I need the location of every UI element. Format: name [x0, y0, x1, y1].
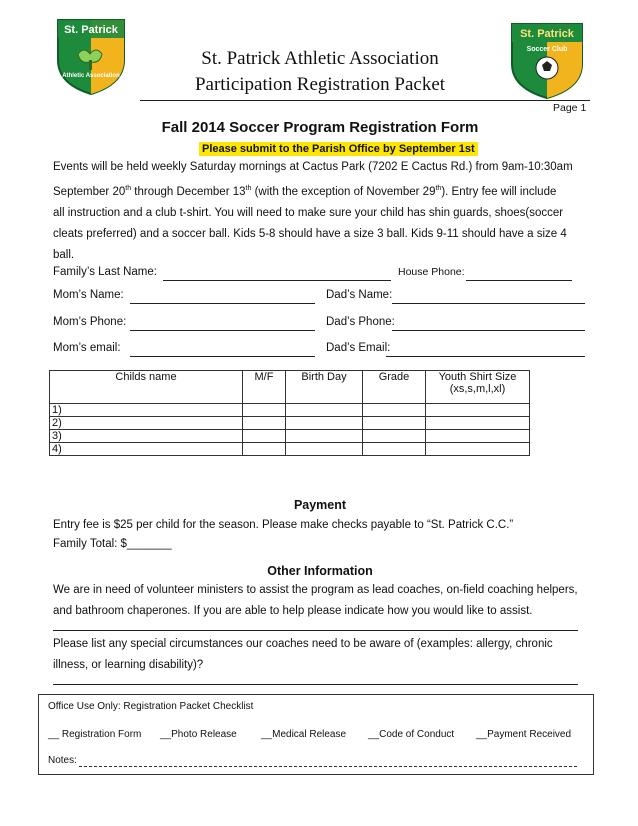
payment-heading: Payment [293, 498, 347, 512]
athletic-association-logo [52, 16, 130, 94]
logo-right-bottom-text: Soccer Club [526, 46, 568, 53]
table-row[interactable]: 2) [50, 417, 530, 430]
notes-label: Notes: [48, 755, 77, 766]
volunteer-answer-line[interactable] [53, 630, 578, 631]
moms-phone-input[interactable] [130, 316, 315, 331]
intro-paragraph [53, 157, 593, 266]
col-grade: Grade [363, 371, 426, 404]
form-title: Fall 2014 Soccer Program Registration Form [161, 119, 479, 136]
header-rule [140, 100, 590, 101]
payment-text: Entry fee is $25 per child for the season. Please make checks payable to “St. Patrick C.C.” [53, 519, 514, 531]
house-phone-label: House Phone: [398, 266, 465, 278]
checklist-medical-release[interactable]: __Medical Release [261, 729, 347, 740]
children-table [49, 370, 530, 456]
checklist-photo-release[interactable]: __Photo Release [160, 729, 237, 740]
office-use-box [38, 694, 594, 775]
page-label: Page 1 [553, 102, 587, 114]
logo-left-top-text: St. Patrick [64, 24, 118, 36]
family-total[interactable]: Family Total: $_______ [53, 538, 172, 550]
payment-section [53, 516, 593, 554]
table-row[interactable]: 4) [50, 443, 530, 456]
notes-input[interactable] [79, 755, 577, 767]
col-shirt-size: Youth Shirt Size (xs,s,m,l,xl) [426, 371, 530, 404]
volunteer-line-1: We are in need of volunteer ministers to assist the program as lead coaches, on-field coaching helpers, [53, 584, 578, 596]
circumstances-line-1: Please list any special circumstances our coaches need to be aware of (examples: allergy, chronic [53, 638, 553, 650]
intro-line-3: all instruction and a club t-shirt. You will need to make sure your child has shin guards, shoes(soccer [53, 206, 564, 219]
col-mf: M/F [243, 371, 286, 404]
checklist-code-of-conduct[interactable]: __Code of Conduct [368, 729, 455, 740]
checklist-registration-form[interactable]: __ Registration Form [48, 729, 142, 740]
circumstances-line-2: illness, or learning disability)? [53, 659, 204, 671]
circumstances-answer-line[interactable] [53, 684, 578, 685]
soccer-club-logo [508, 20, 586, 98]
intro-line-4: cleats preferred) and a soccer ball. Kids 5-8 should have a size 3 ball. Kids 9-11 should have a size 4 [53, 227, 567, 240]
table-row[interactable]: 3) [50, 430, 530, 443]
house-phone-input[interactable] [466, 266, 572, 281]
col-birth-day: Birth Day [286, 371, 363, 404]
dads-email-input[interactable] [386, 342, 585, 357]
dads-phone-label: Dad’s Phone: [326, 316, 395, 328]
moms-email-label: Mom’s email: [53, 342, 121, 354]
dads-email-label: Dad’s Email: [326, 342, 391, 354]
special-circumstances-text [53, 634, 593, 676]
col-childs-name: Childs name [50, 371, 243, 404]
intro-line-5: ball. [53, 248, 75, 261]
moms-name-input[interactable] [130, 289, 315, 304]
dads-name-label: Dad’s Name: [326, 289, 393, 301]
volunteer-line-2: and bathroom chaperones. If you are able to help please indicate how you would like to assist. [53, 605, 533, 617]
family-last-name-label: Family’s Last Name: [53, 266, 157, 278]
logo-left-bottom-text: Athletic Association [62, 73, 120, 79]
moms-name-label: Mom’s Name: [53, 289, 124, 301]
other-info-heading: Other Information [267, 564, 373, 578]
moms-email-input[interactable] [130, 342, 315, 357]
packet-title: Participation Registration Packet [194, 74, 446, 95]
deadline-notice: Please submit to the Parish Office by September 1st [199, 142, 478, 156]
volunteer-text [53, 580, 593, 622]
checklist-payment-received[interactable]: __Payment Received [476, 729, 572, 740]
dads-name-input[interactable] [392, 289, 585, 304]
moms-phone-label: Mom’s Phone: [53, 316, 127, 328]
table-row[interactable]: 1) [50, 404, 530, 417]
org-name: St. Patrick Athletic Association [201, 48, 439, 69]
intro-line-2: September 20th through December 13th (with the exception of November 29th). Entry fee will include [53, 185, 557, 198]
family-last-name-input[interactable] [163, 266, 391, 281]
office-use-title: Office Use Only: Registration Packet Checklist [48, 701, 254, 712]
logo-right-top-text: St. Patrick [520, 28, 574, 40]
table-header-row [50, 371, 530, 404]
dads-phone-input[interactable] [392, 316, 585, 331]
intro-line-1: Events will be held weekly Saturday mornings at Cactus Park (7202 E Cactus Rd.) from 9am-10:30am [53, 161, 573, 173]
